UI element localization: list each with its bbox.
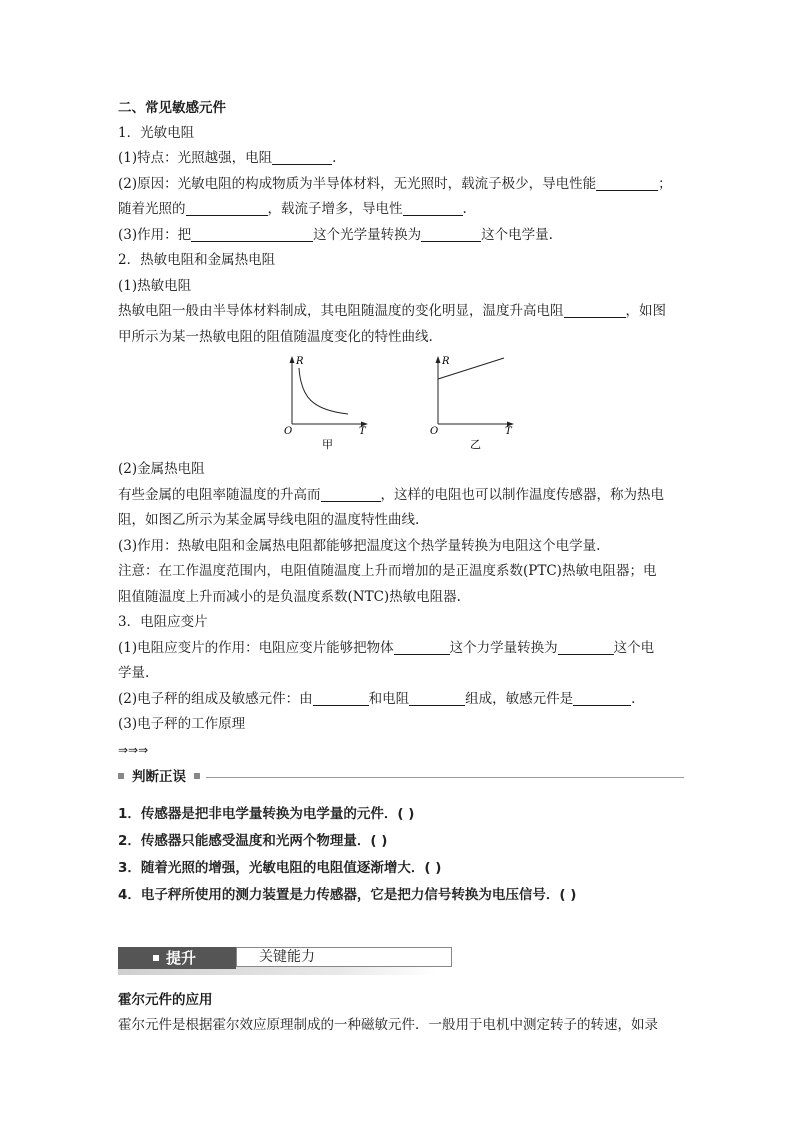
photoresistor-feature — [118, 149, 336, 167]
text: 热敏电阻一般由半导体材料制成，其电阻随温度的变化明显，温度升高电阻 — [118, 303, 564, 319]
answer-blank — [313, 691, 369, 706]
text: (2)电子秤的组成及敏感元件：由 — [118, 691, 313, 707]
text: . — [332, 150, 337, 166]
metal-desc — [118, 486, 664, 504]
bullet-square — [118, 773, 124, 779]
thermistor-desc — [118, 302, 666, 320]
text: 这个力学量转换为 — [449, 640, 558, 656]
note-line-1: 注意：在工作温度范围内，电阻值随温度上升而增加的是正温度系数(PTC)热敏电阻器；电 — [118, 563, 657, 579]
text: (2)原因：光敏电阻的构成物质为半导体材料，无光照时，载流子极少，导电性能 — [118, 176, 597, 192]
graph-caption: 乙 — [470, 438, 481, 451]
answer-blank — [558, 640, 614, 655]
text: ； — [658, 176, 672, 192]
answer-blank — [186, 201, 268, 216]
strain-title: 3．电阻应变片 — [118, 614, 208, 630]
judge-item-4: 4．电子秤所使用的测力装置是力传感器，它是把力信号转换为电压信号．( ) — [118, 887, 577, 903]
answer-blank — [421, 227, 481, 242]
strain-function-cont: 学量. — [118, 665, 150, 681]
judge-item-3: 3．随着光照的增强，光敏电阻的电阻值逐渐增大．( ) — [118, 860, 442, 876]
y-axis-arrow — [290, 356, 295, 363]
thermistor-subtitle: (1)热敏电阻 — [118, 278, 192, 294]
text: (3)作用：把 — [118, 227, 192, 243]
y-label: R — [296, 356, 304, 367]
hall-desc: 霍尔元件是根据霍尔效应原理制成的一种磁敏元件．一般用于电机中测定转子的转速，如录 — [118, 1017, 658, 1033]
banner-left — [118, 947, 236, 969]
text: 这个电学量. — [481, 227, 553, 243]
x-label: T — [505, 426, 512, 437]
thermistor-desc-cont: 甲所示为某一热敏电阻的阻值随温度变化的特性曲线. — [118, 329, 433, 345]
text: 有些金属的电阻率随温度的升高而 — [118, 487, 321, 503]
photoresistor-function — [118, 226, 553, 244]
bullet-square — [194, 773, 200, 779]
text: (1)电阻应变片的作用：电阻应变片能够把物体 — [118, 640, 394, 656]
graph-ntc — [282, 352, 372, 452]
section-heading: 二、常见敏感元件 — [118, 100, 226, 116]
judge-section-header — [118, 768, 684, 786]
origin-label: O — [284, 426, 293, 437]
thermal-function: (3)作用：热敏电阻和金属热电阻都能够把温度这个热学量转换为电阻这个电学量. — [118, 538, 601, 554]
thermal-title: 2．热敏电阻和金属热电阻 — [118, 252, 276, 268]
y-axis-arrow — [436, 356, 441, 363]
photoresistor-reason — [118, 175, 672, 193]
graph-caption: 甲 — [322, 438, 333, 451]
judge-title: 判断正误 — [132, 769, 186, 785]
scale-principle: (3)电子秤的工作原理 — [118, 716, 246, 732]
divider — [206, 777, 684, 778]
strain-function — [118, 639, 654, 657]
hall-title: 霍尔元件的应用 — [118, 992, 213, 1008]
note-line-2: 阻值随温度上升而减小的是负温度系数(NTC)热敏电阻器. — [118, 589, 461, 605]
answer-blank — [573, 691, 631, 706]
text: (1)特点：光照越强，电阻 — [118, 150, 273, 166]
text: . — [462, 201, 467, 217]
photoresistor-reason-cont — [118, 200, 467, 218]
graph-metal — [428, 352, 523, 452]
metal-desc-cont: 阻，如图乙所示为某金属导线电阻的温度特性曲线. — [118, 512, 420, 528]
banner-left-label: 提升 — [166, 949, 197, 967]
banner-right-label: 关键能力 — [259, 949, 315, 965]
y-label: R — [442, 356, 450, 367]
text: 和电阻 — [368, 691, 410, 707]
text: ，载流子增多，导电性 — [267, 201, 403, 217]
answer-blank — [409, 691, 465, 706]
answer-blank — [394, 640, 450, 655]
section-banner — [118, 945, 436, 975]
answer-blank — [596, 176, 658, 191]
x-label: T — [359, 426, 366, 437]
text: ，这样的电阻也可以制作温度传感器，称为热电 — [380, 487, 664, 503]
origin-label: O — [430, 426, 439, 437]
photoresistor-title: 1．光敏电阻 — [118, 125, 195, 141]
judge-item-1: 1．传感器是把非电学量转换为电学量的元件．( ) — [118, 806, 415, 822]
text: 随着光照的 — [118, 201, 186, 217]
text: . — [631, 691, 636, 707]
text: 这个光学量转换为 — [313, 227, 422, 243]
text: ，如图 — [625, 303, 666, 319]
answer-blank — [403, 201, 463, 216]
metal-subtitle: (2)金属热电阻 — [118, 461, 205, 477]
flow-arrows: ⇒⇒⇒ — [118, 743, 149, 757]
answer-blank — [191, 227, 313, 242]
answer-blank — [272, 150, 332, 165]
text: 组成，敏感元件是 — [465, 691, 574, 707]
judge-item-2: 2．传感器只能感受温度和光两个物理量．( ) — [118, 833, 388, 849]
scale-components — [118, 690, 635, 708]
answer-blank — [564, 303, 626, 318]
answer-blank — [321, 487, 381, 502]
banner-right — [236, 947, 452, 967]
ntc-curve — [299, 368, 348, 414]
bullet-square — [153, 955, 159, 961]
text: 这个电 — [613, 640, 655, 656]
